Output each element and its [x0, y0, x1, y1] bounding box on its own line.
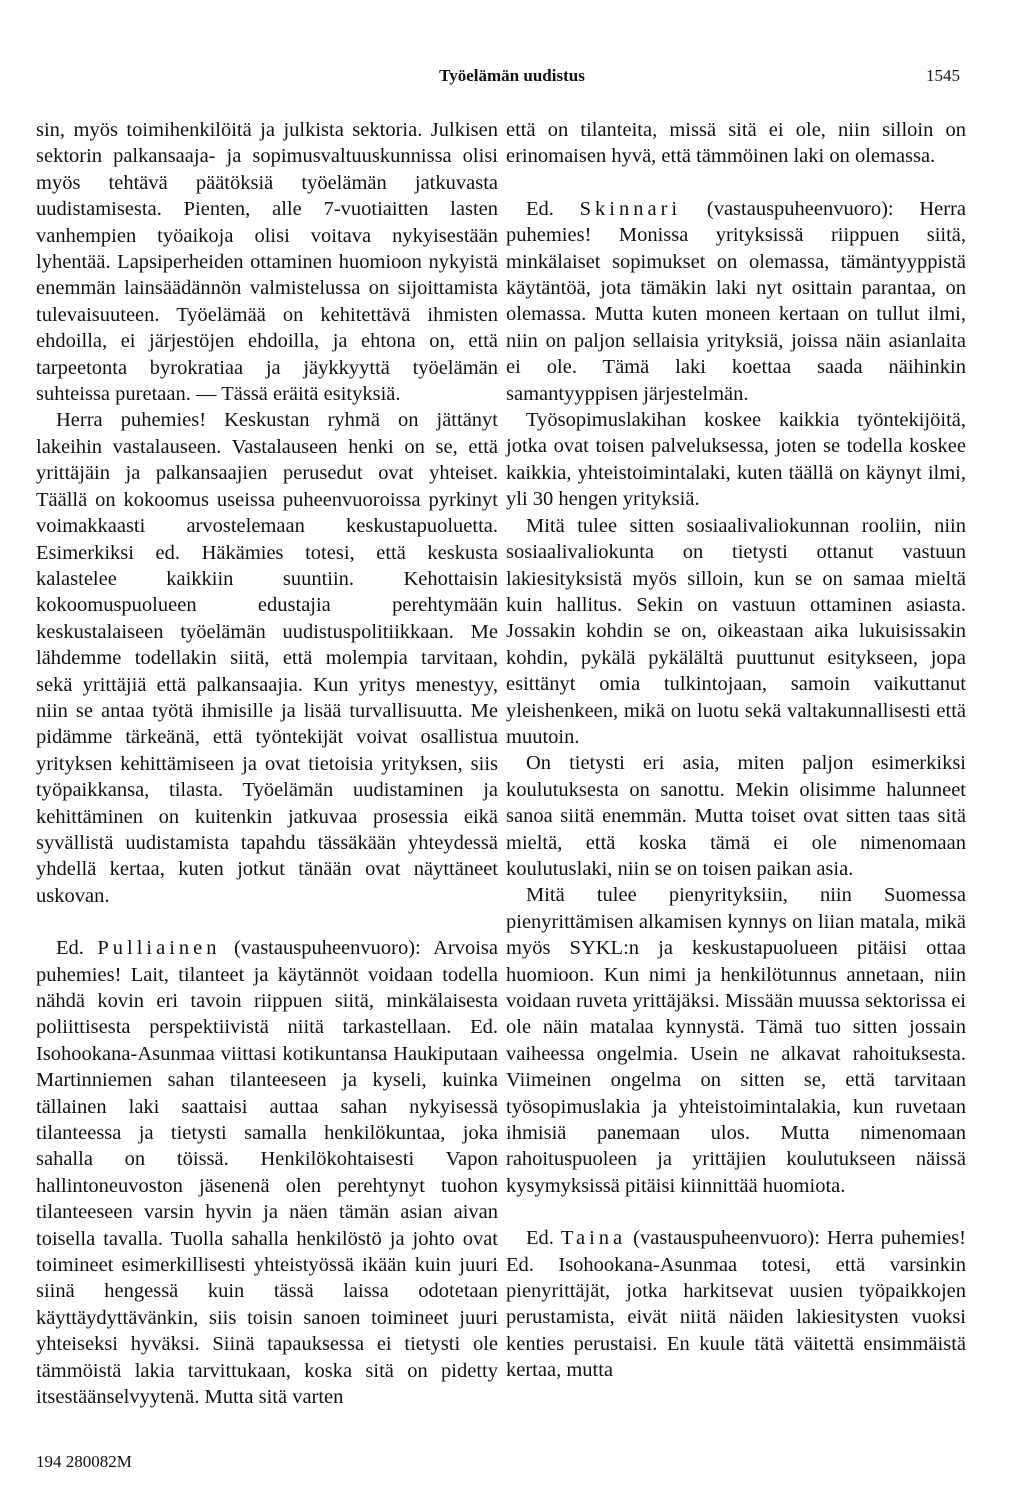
speaker-name: Skinnari — [579, 197, 682, 220]
paragraph-gap — [36, 909, 498, 935]
right-column — [506, 117, 966, 1384]
page-number: 1545 — [926, 66, 960, 85]
speech-text: (vastauspuheenvuoro): Herra puhemies! Ed. Isohookana-Asunmaa totesi, että varsinkin pienyrittäjät, jotka harkitsevat uusien työpaikkojen perustamista, eivät niitä näiden lakiesitysten vuoksi kenties perustaisi. En kuule tätä väitettä ensimmäistä kertaa, mutta — [506, 1227, 966, 1382]
speech-paragraph — [506, 196, 966, 407]
speech-text: (vastauspuheenvuoro): Herra puhemies! Monissa yrityksissä riippuen siitä, minkälaiset sopimukset on olemassa, tämäntyyppistä käytäntöä, jota tämäkin laki nyt osittain parantaa, on olemassa. Mutta kuten moneen kertaan on tullut ilmi, niin on paljon sellaisia yrityksiä, joissa näin asianlaita ei ole. Tämä laki koettaa saada näihinkin samantyyppisen järjestelmän. — [506, 197, 966, 405]
paragraph: On tietysti eri asia, miten paljon esimerkiksi koulutuksesta on sanottu. Mekin olisimme halunneet sanoa siitä enemmän. Mutta toiset ovat sitten taas sitä mieltä, että koska tämä ei ole nimenomaan koulutuslaki, niin se on toisen paikan asia. — [506, 752, 966, 880]
paragraph: sin, myös toimihenkilöitä ja julkista sektoria. Julkisen sektorin palkansaaja- ja sopimusvaltuuskunnissa olisi myös tehtävä päätöksiä työelämän jatkuvasta uudistamisesta. Pienten, alle 7-vuotiaitten lasten vanhempien työaikoja olisi voitava nykyisestään lyhentää. Lapsiperheiden ottaminen huomioon nykyistä enemmän lainsäädännön valmistelussa on sijoittamista tulevaisuuteen. Työelämää on kehitettävä ihmisten ehdoilla, ei järjestöjen ehdoilla, ja ehtona on, että tarpeetonta byrokratiaa ja jäykkyyttä työelämän suhteissa puretaan. — Tässä eräitä esityksiä. — [36, 119, 498, 406]
speech-text: (vastauspuheenvuoro): Arvoisa puhemies! Lait, tilanteet ja käytännöt voidaan todella nähdä kovin eri tavoin riippuen siitä, minkälaisesta poliittisesta perspektiivistä niitä tarkastellaan. Ed. Isohookana-Asunmaa viittasi kotikuntansa Haukiputaan Martinniemen sahan tilanteeseen ja kyseli, kuinka tällainen laki saattaisi auttaa sahan nykyisessä tilanteessa ja tietysti samalla henkilökuntaa, joka sahalla on töissä. Henkilökohtaisesti Vapon hallintoneuvoston jäsenenä olen perehtynyt tuohon tilanteeseen varsin hyvin ja näen tämän asian aivan toisella tavalla. Tuolla sahalla henkilöstö ja johto ovat toimineet esimerkillisesti yhteistyössä ikään kuin juuri siinä hengessä kuin tässä laissa odotetaan käyttäydyttävänkin, siis toisin sanoen toimineet juuri yhteiseksi hyväksi. Siinä tapauksessa ei tietysti ole tämmöistä lakia tarvittukaan, koska sitä on pidetty itsestäänselvyytenä. Mutta sitä varten — [36, 937, 498, 1409]
paragraph: Herra puhemies! Keskustan ryhmä on jättänyt lakeihin vastalauseen. Vastalauseen henki on se, että yrittäjäin ja palkansaajien perusedut ovat yhteiset. Täällä on kokoomus useissa puheenvuoroissa pyrkinyt voimakkaasti arvostelemaan keskustapuoluetta. Esimerkiksi ed. Häkämies totesi, että keskusta kalastelee kaikkiin suuntiin. Kehottaisin kokoomuspuolueen edustajia perehtymään keskustalaiseen työelämän uudistuspolitiikkaan. Me lähdemme todellakin siitä, että molempia tarvitaan, sekä yrittäjiä että palkansaajia. Kun yritys menestyy, niin se antaa työtä ihmisille ja lisää turvallisuutta. Me pidämme tärkeänä, että työntekijät voivat osallistua yrityksen kehittämiseen ja ovat tietoisia yrityksen, siis työpaikkansa, tilasta. Työelämän uudistaminen ja kehittäminen on kuitenkin jatkuvaa prosessia eikä syvällistä uudistamista tapahdu tässäkään yhteydessä yhdellä kertaa, kuten jotkut tänään ovat näyttäneet uskovan. — [36, 409, 498, 907]
speech-paragraph — [36, 935, 498, 1410]
speech-paragraph — [506, 1225, 966, 1383]
left-column — [36, 117, 498, 1411]
speech-prefix: Ed. — [56, 937, 98, 960]
paragraph-gap — [506, 1199, 966, 1225]
running-header-title: Työelämän uudistus — [439, 66, 585, 85]
paragraph: Työsopimuslakihan koskee kaikkia työntekijöitä, jotka ovat toisen palveluksessa, joten se todella koskee kaikkia, yhteistoimintalaki, kuten täällä on käynyt ilmi, yli 30 hengen yrityksiä. — [506, 409, 966, 511]
paragraph: Mitä tulee pienyrityksiin, niin Suomessa pienyrittämisen alkamisen kynnys on liian matala, mikä myös SYKL:n ja keskustapuolueen pitäisi ottaa huomioon. Kun nimi ja henkilötunnus annetaan, niin voidaan ruveta yrittäjäksi. Missään muussa sektorissa ei ole näin matalaa kynnystä. Tämä tuo sitten jossain vaiheessa ongelmia. Usein ne alkavat rahoituksesta. Viimeinen ongelma on sitten se, että tarvitaan työsopimuslakia ja yhteistoimintalakia, kun ruvetaan ihmisiä panemaan ulos. Mutta nimenomaan rahoituspuoleen ja yrittäjien koulutukseen näissä kysymyksissä pitäisi kiinnittää huomiota. — [506, 884, 966, 1197]
paragraph: Mitä tulee sitten sosiaalivaliokunnan rooliin, niin sosiaalivaliokunta on tietysti ottanut vastuun lakiesityksistä myös silloin, kun se on samaa mieltä kuin hallitus. Sekin on vastuun ottaminen asiasta. Jossakin kohdin se on, oikeastaan aika lukuisissakin kohdin, pykälä pykälältä puuttunut esitykseen, jopa esittänyt omia tulkintojaan, samoin vaikuttanut yleishenkeen, mikä on luotu sekä valtakunnallisesti että muutoin. — [506, 514, 966, 748]
footer-print-code: 194 280082M — [36, 1452, 132, 1471]
paragraph-gap — [506, 170, 966, 196]
speech-prefix: Ed. — [526, 1227, 561, 1250]
paragraph: että on tilanteita, missä sitä ei ole, niin silloin on erinomaisen hyvä, että tämmöinen laki on olemassa. — [506, 119, 966, 168]
speaker-name: Pulliainen — [97, 937, 221, 960]
speech-prefix: Ed. — [526, 197, 580, 220]
speaker-name: Taina — [560, 1227, 627, 1250]
